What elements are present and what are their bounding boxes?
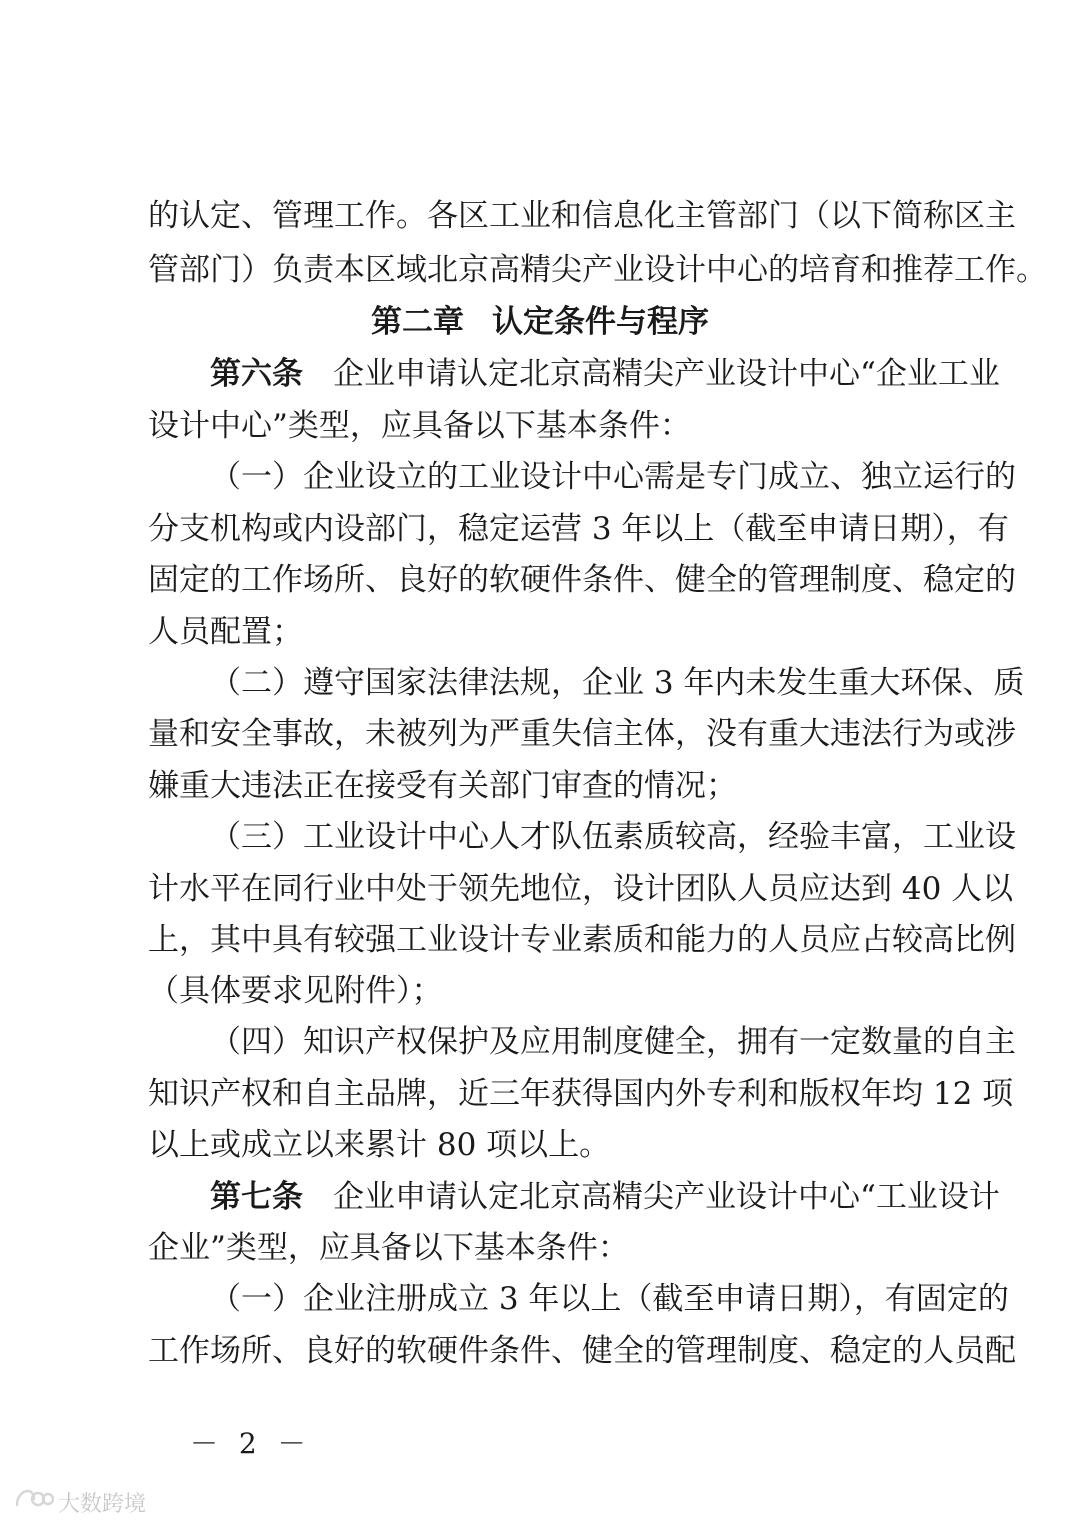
watermark-text: 大数跨境: [58, 1491, 147, 1517]
paragraph-line: 计水平在同行业中处于领先地位，设计团队人员应达到 40 人以: [148, 871, 1014, 907]
paragraph-line: （四）知识产权保护及应用制度健全，拥有一定数量的自主: [210, 1024, 1016, 1060]
article-text: 企业申请认定北京高精尖产业设计中心“工业设计: [333, 1179, 1000, 1215]
paragraph-line: 上，其中具有较强工业设计专业素质和能力的人员应占较高比例: [148, 922, 1016, 958]
paragraph-line: 人员配置；: [148, 614, 303, 650]
chapter-heading: [0, 302, 1080, 342]
paragraph-line: 分支机构或内设部门，稳定运营 3 年以上（截至申请日期），有: [148, 511, 1009, 547]
paragraph-line: 企业”类型，应具备以下基本条件：: [148, 1230, 629, 1266]
paragraph-line: 知识产权和自主品牌，近三年获得国内外专利和版权年均 12 项: [148, 1076, 1014, 1112]
chapter-title: 认定条件与程序: [492, 304, 709, 340]
article-text: 企业申请认定北京高精尖产业设计中心“企业工业: [333, 356, 1000, 392]
paragraph-line: （三）工业设计中心人才队伍素质较高，经验丰富，工业设: [210, 819, 1016, 855]
watermark-logo-icon: [14, 1487, 58, 1517]
paragraph-line: 量和安全事故，未被列为严重失信主体，没有重大违法行为或涉: [148, 716, 1016, 752]
paragraph-line: 设计中心”类型，应具备以下基本条件：: [148, 408, 691, 444]
paragraph-line: 管部门）负责本区域北京高精尖产业设计中心的培育和推荐工作。: [148, 252, 1047, 288]
paragraph-line: （一）企业注册成立 3 年以上（截至申请日期），有固定的: [210, 1281, 1009, 1317]
paragraph-line: 的认定、管理工作。各区工业和信息化主管部门（以下简称区主: [148, 198, 1016, 234]
article-7-line: [210, 1177, 1000, 1217]
paragraph-line: 以上或成立以来累计 80 项以上。: [148, 1127, 611, 1163]
paragraph-line: （一）企业设立的工业设计中心需是专门成立、独立运行的: [210, 459, 1016, 495]
paragraph-line: （二）遵守国家法律法规，企业 3 年内未发生重大环保、质: [210, 665, 1025, 701]
paragraph-line: （具体要求见附件）；: [148, 973, 443, 1009]
paragraph-line: 工作场所、良好的软硬件条件、健全的管理制度、稳定的人员配: [148, 1333, 1016, 1369]
paragraph-line: 嫌重大违法正在接受有关部门审查的情况；: [148, 768, 737, 804]
article-label: 第七条: [210, 1179, 303, 1215]
watermark: [14, 1487, 146, 1517]
chapter-number: 第二章: [371, 304, 464, 340]
page-number: － 2 －: [190, 1427, 312, 1460]
paragraph-line: 固定的工作场所、良好的软硬件条件、健全的管理制度、稳定的: [148, 562, 1016, 598]
article-6-line: [210, 354, 1000, 394]
article-label: 第六条: [210, 356, 303, 392]
